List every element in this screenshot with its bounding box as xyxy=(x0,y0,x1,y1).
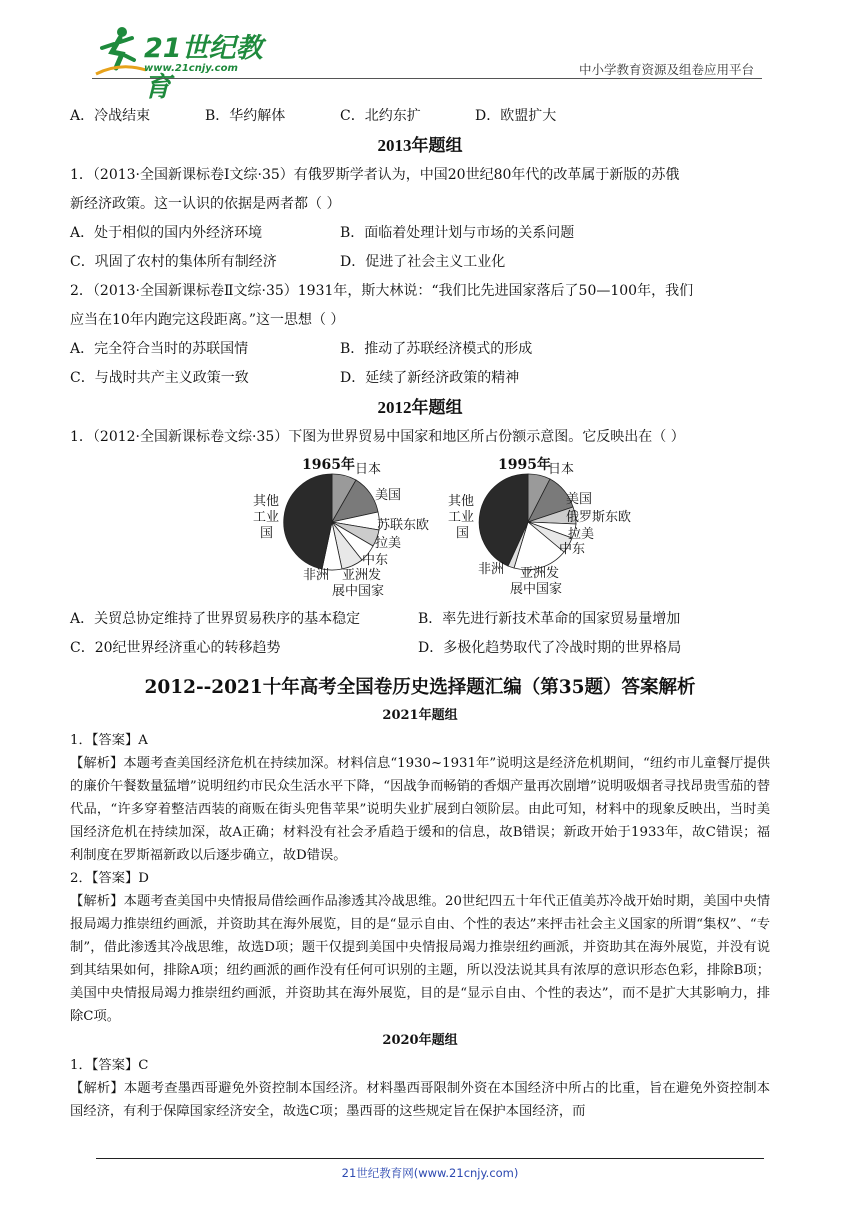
option-c: C．北约东扩 xyxy=(340,108,421,124)
pie1-usa: 美国 xyxy=(375,488,402,503)
answers-group-2021: 2021年题组 xyxy=(382,708,458,723)
pie-chart-1995 xyxy=(478,472,578,572)
previous-question-options xyxy=(70,102,770,131)
answer-label: 1．【答案】C xyxy=(70,1058,149,1073)
logo-text: 21世纪教育 xyxy=(144,33,263,103)
q2013-1-stem-line1: 1．（2013·全国新课标卷Ⅰ文综·35）有俄罗斯学者认为，中国20世纪80年代的改革属于新版的苏俄 xyxy=(70,167,680,183)
q2012-1-stem: 1．（2012·全国新课标卷文综·35）下图为世界贸易中国家和地区所占份额示意图。它反映出在（ ） xyxy=(70,429,685,445)
option-d: D．多极化趋势取代了冷战时期的世界格局 xyxy=(418,640,682,656)
pie1-soviet: 苏联东欧 xyxy=(377,518,430,533)
option-d: D．延续了新经济政策的精神 xyxy=(340,370,520,386)
pie2-asia-dev-1: 亚洲发 xyxy=(520,566,560,581)
answer-2021-1 xyxy=(70,729,770,867)
header-divider xyxy=(92,78,762,79)
pie2-asia-dev-2: 展中国家 xyxy=(510,582,563,597)
option-a: A．冷战结束 xyxy=(70,108,151,124)
q2013-2-options-row2 xyxy=(70,364,770,393)
pie1-other-3: 国 xyxy=(260,526,274,541)
answer-explanation: 【解析】本题考查美国经济危机在持续加深。材料信息“1930~1931年”说明这是经济危机期间，“纽约市儿童餐厅提供的廉价午餐数量猛增”说明纽约市民众生活水平下降，“因战争而畅销的香烟产量再次剧增”说明吸烟者寻找昂贵雪茄的替代品，“许多穿着整洁西装的商贩在街头兜售苹果”说明失业扩展到白领阶层。由此可知，材料中的现象反映出，当时美国经济危机在持续加深，故A正确；材料没有社会矛盾趋于缓和的信息，故B错误；新政开始于1933年，故C错误；福利制度在罗斯福新政以后逐步确立，故D错误。 xyxy=(70,756,770,863)
answer-2021-2 xyxy=(70,867,770,1028)
answer-explanation: 【解析】本题考查美国中央情报局借绘画作品渗透其冷战思维。20世纪四五十年代正值美苏冷战开始时期，美国中央情报局竭力推崇纽约画派，并资助其在海外展览，目的是“显示自由、个性的表达”来抨击社会主义国家的所谓“集权”、“专制”，借此渗透其冷战思维，故选D项；题干仅提到美国中央情报局竭力推崇纽约画派，并资助其在海外展览，并没有说到其结果如何，排除A项；纽约画派的画作没有任何可识别的主题，所以没法说其具有浓厚的意识形态色彩，排除B项；美国中央情报局竭力推崇纽约画派，并资助其在海外展览，目的是“显示自由、个性的表达”，而不是扩大其影响力，排除C项。 xyxy=(70,894,770,1024)
section-title-2012: 2012年题组 xyxy=(377,398,463,417)
option-c: C．20纪世界经济重心的转移趋势 xyxy=(70,640,281,656)
option-b: B．推动了苏联经济模式的形成 xyxy=(340,341,533,357)
pie2-africa: 非洲 xyxy=(478,562,505,577)
option-b: B．率先进行新技术革命的国家贸易量增加 xyxy=(418,611,681,627)
pie2-other-3: 国 xyxy=(456,526,470,541)
q2013-2-options-row1 xyxy=(70,335,770,364)
option-c: C．巩固了农村的集体所有制经济 xyxy=(70,254,277,270)
option-b: B．华约解体 xyxy=(205,108,286,124)
q2013-1-options-row1 xyxy=(70,219,770,248)
option-d: D．促进了社会主义工业化 xyxy=(340,254,506,270)
logo-url: www.21cnjy.com xyxy=(144,63,238,74)
answer-label: 1．【答案】A xyxy=(70,733,148,748)
pie1-asia-dev-2: 展中国家 xyxy=(332,584,385,599)
option-a: A．关贸总协定维持了世界贸易秩序的基本稳定 xyxy=(70,611,361,627)
pie1-latam: 拉美 xyxy=(375,536,402,551)
pie2-russia: 俄罗斯东欧 xyxy=(566,510,632,525)
pie2-year: 1995年 xyxy=(498,457,551,473)
footer-link[interactable]: 21世纪教育网(www.21cnjy.com) xyxy=(341,1166,519,1180)
option-a: A．处于相似的国内外经济环境 xyxy=(70,225,263,241)
footer-divider xyxy=(96,1158,764,1159)
q2012-1-options-row2 xyxy=(70,634,770,663)
pie2-mideast: 中东 xyxy=(559,542,586,557)
brand-logo[interactable] xyxy=(92,22,272,103)
pie1-africa: 非洲 xyxy=(303,568,330,583)
option-a: A．完全符合当时的苏联国情 xyxy=(70,341,249,357)
q2012-1-options-row1 xyxy=(70,605,770,634)
option-c: C．与战时共产主义政策一致 xyxy=(70,370,249,386)
pie1-year: 1965年 xyxy=(302,457,355,473)
answers-section-title: 2012--2021十年高考全国卷历史选择题汇编（第35题）答案解析 xyxy=(144,677,696,698)
answer-label: 2．【答案】D xyxy=(70,871,149,886)
q2013-1-options-row2 xyxy=(70,248,770,277)
answers-group-2020: 2020年题组 xyxy=(382,1033,458,1048)
pie1-other-2: 工业 xyxy=(253,510,280,525)
pie2-latam: 拉美 xyxy=(568,527,595,542)
page-header xyxy=(0,0,860,103)
pie1-asia-dev-1: 亚洲发 xyxy=(342,568,382,583)
q2013-2-stem-line1: 2．（2013·全国新课标卷Ⅱ文综·35）1931年，斯大林说：“我们比先进国家落后了50—100年，我们 xyxy=(70,283,694,299)
pie2-other-1: 其他 xyxy=(448,494,475,509)
answer-2020-1 xyxy=(70,1054,770,1123)
pie2-japan: 日本 xyxy=(548,462,575,477)
pie1-mideast: 中东 xyxy=(362,553,389,568)
runner-logo-icon xyxy=(92,24,148,78)
answer-explanation: 【解析】本题考查墨西哥避免外资控制本国经济。材料墨西哥限制外资在本国经济中所占的比重，旨在避免外资控制本国经济，有利于保障国家经济安全，故选C项；墨西哥的这些规定旨在保护本国经济，而 xyxy=(70,1081,770,1119)
q2013-2-stem-line2: 应当在10年内跑完这段距离。”这一思想（ ） xyxy=(70,312,345,328)
platform-tagline: 中小学教育资源及组卷应用平台 xyxy=(578,62,754,77)
pie2-other-2: 工业 xyxy=(448,510,475,525)
trade-share-figure xyxy=(70,454,770,599)
pie1-japan: 日本 xyxy=(355,462,382,477)
section-title-2013: 2013年题组 xyxy=(377,136,463,155)
q2013-1-stem-line2: 新经济政策。这一认识的依据是两者都（ ） xyxy=(70,196,341,212)
page-content xyxy=(70,102,770,1123)
pie1-other-1: 其他 xyxy=(253,494,280,509)
option-b: B．面临着处理计划与市场的关系问题 xyxy=(340,225,575,241)
option-d: D．欧盟扩大 xyxy=(475,108,557,124)
pie2-usa: 美国 xyxy=(566,492,593,507)
